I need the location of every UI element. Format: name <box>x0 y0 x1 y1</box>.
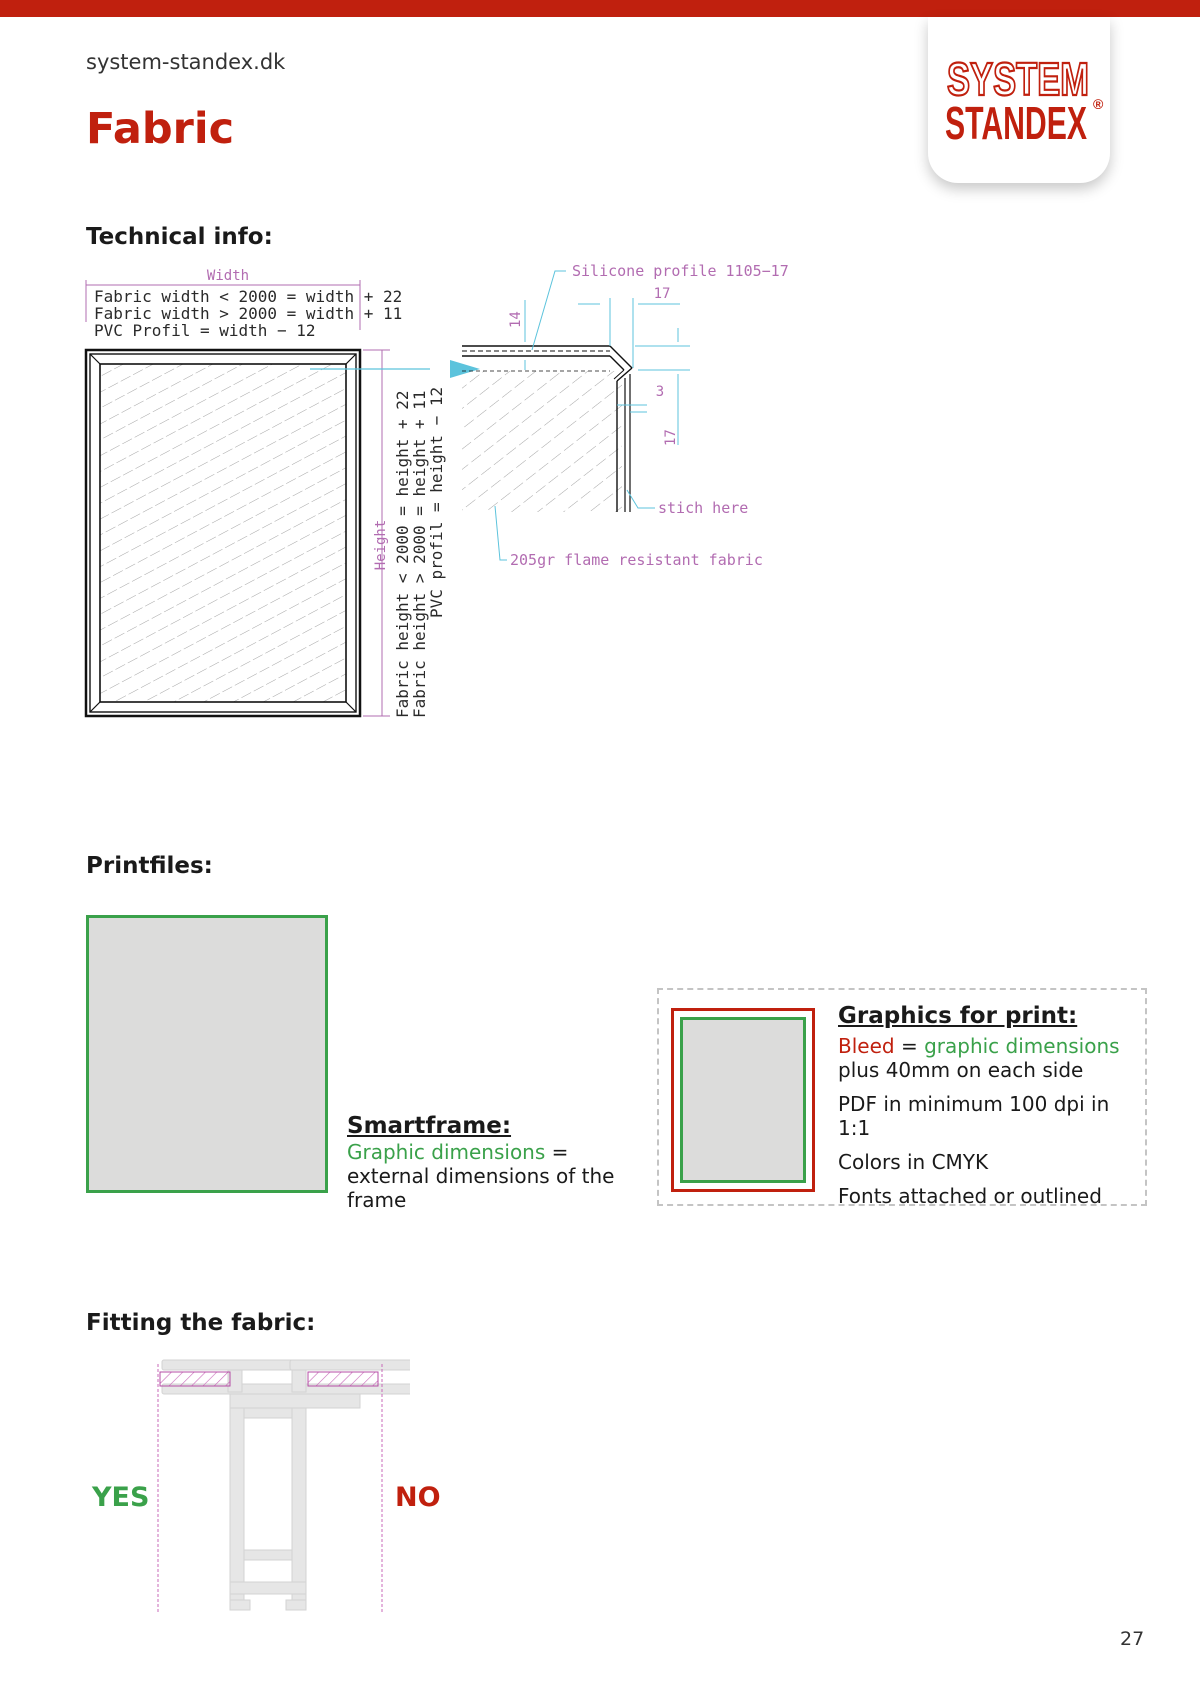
bleed-outline <box>671 1008 815 1192</box>
height-rule: Fabric height > 2000 = height + 11 <box>410 390 429 718</box>
width-rule: Fabric width < 2000 = width + 22 <box>94 287 403 306</box>
fabric-label: 205gr flame resistant fabric <box>510 551 763 569</box>
fit-yes-label: YES <box>92 1482 150 1513</box>
site-url: system-standex.dk <box>86 50 286 74</box>
smartframe-description <box>347 1114 637 1212</box>
fabric-correct-position <box>160 1372 230 1386</box>
silicone-label: Silicone profile 1105−17 <box>572 262 789 280</box>
dim-17-side: 17 <box>663 429 679 446</box>
smartframe-graphic-preview <box>86 915 328 1193</box>
smartframe-rule-rest: = external dimensions of the frame <box>347 1140 615 1212</box>
technical-drawing <box>80 260 800 730</box>
frame-front-view <box>86 350 360 716</box>
technical-info-heading: Technical info: <box>86 224 273 250</box>
top-accent-bar <box>0 0 1200 17</box>
fitting-heading: Fitting the fabric: <box>86 1310 316 1336</box>
dim-17-top: 17 <box>653 286 671 302</box>
bleed-term: Bleed <box>838 1034 895 1058</box>
brand-logo <box>928 17 1110 183</box>
logo-line-system: SYSTEM <box>947 53 1089 105</box>
printfiles-heading: Printfiles: <box>86 853 213 879</box>
fonts-rule: Fonts attached or outlined <box>838 1184 1102 1208</box>
bleed-equals: = <box>894 1034 925 1058</box>
bleed-green-term: graphic dimensions <box>924 1034 1120 1058</box>
width-rule: Fabric width > 2000 = width + 11 <box>94 304 403 323</box>
height-rule: Fabric height < 2000 = height + 22 <box>393 390 412 718</box>
graphics-title: Graphics for print: <box>838 1003 1078 1029</box>
bleed-rule <box>838 1034 1143 1082</box>
width-label: Width <box>206 268 250 284</box>
fit-no-label: NO <box>395 1482 441 1513</box>
dim-14: 14 <box>508 311 524 328</box>
logo-line-standex: STANDEX <box>945 97 1088 149</box>
stitch-label: stich here <box>658 499 749 517</box>
page-number: 27 <box>1120 1628 1145 1650</box>
profile-section-detail <box>462 346 632 512</box>
height-label: Height <box>373 519 389 571</box>
logo-registered-mark: ® <box>1093 96 1104 112</box>
dim-3: 3 <box>655 384 665 400</box>
smartframe-rule <box>347 1140 637 1212</box>
width-rule: PVC Profil = width − 12 <box>94 321 316 340</box>
aluminium-profile <box>162 1360 410 1610</box>
height-rule: PVC profil = height − 12 <box>427 386 446 618</box>
graphic-area-outline <box>680 1017 806 1183</box>
pdf-rule: PDF in minimum 100 dpi in 1:1 <box>838 1092 1110 1140</box>
fabric-wrong-position <box>308 1372 378 1386</box>
graphics-for-print-panel <box>657 988 1147 1206</box>
smartframe-title: Smartframe: <box>347 1113 512 1139</box>
page-title: Fabric <box>86 104 235 154</box>
smartframe-green-term: Graphic dimensions <box>347 1140 546 1164</box>
bleed-rule-rest: plus 40mm on each side <box>838 1058 1084 1082</box>
graphics-requirements <box>838 1004 1143 1218</box>
colors-rule: Colors in CMYK <box>838 1150 989 1174</box>
